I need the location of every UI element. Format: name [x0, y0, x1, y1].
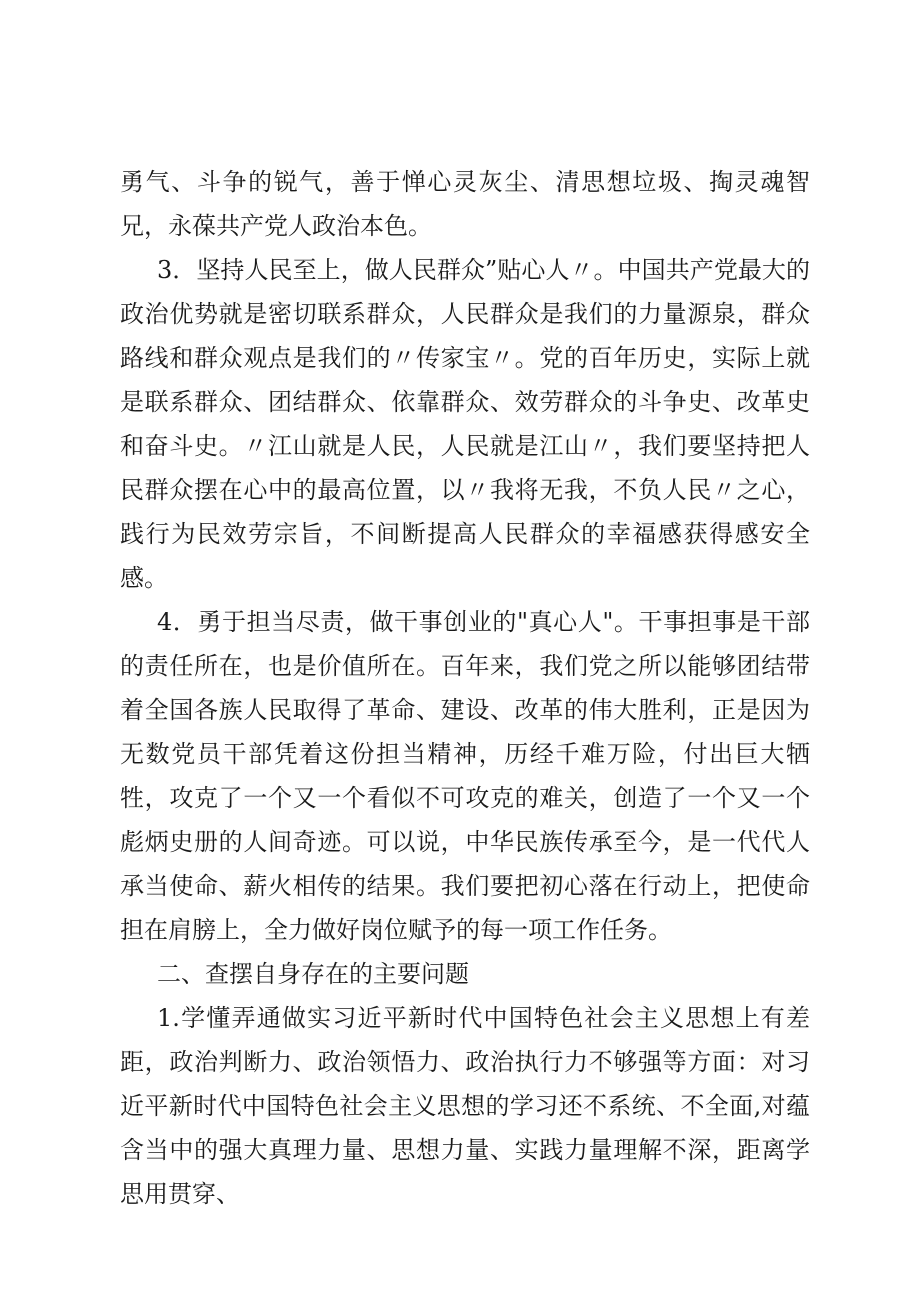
section-heading-problems: 二、查摆自身存在的主要问题 — [157, 960, 469, 988]
paragraph-problem-1: 1.学懂弄通做实习近平新时代中国特色社会主义思想上有差距，政治判断力、政治领悟力、政治执行力不够强等方面：对习近平新时代中国特色社会主义思想的学习还不系统、不全面,对蕴含当中的强大真理力量、思想力量、实践力量理解不深，距离学思用贯穿、 — [120, 1004, 810, 1208]
paragraph-continuation: 勇气、斗争的锐气，善于惮心灵灰尘、清思想垃圾、掏灵魂智兄，永葆共产党人政治本色。 — [120, 168, 810, 240]
paragraph-point-4: 4．勇于担当尽责，做干事创业的"真心人"。干事担事是干部的责任所在，也是价值所在。百年来，我们党之所以能够团结带着全国各族人民取得了革命、建设、改革的伟大胜利，正是因为无数党员干部凭着这份担当精神，历经千难万险，付出巨大牺牲，攻克了一个又一个看似不可攻克的难关，创造了一个又一个彪炳史册的人间奇迹。可以说，中华民族传承至今，是一代代人承当使命、薪火相传的结果。我们要把初心落在行动上，把使命担在肩膀上，全力做好岗位赋予的每一项工作任务。 — [120, 608, 810, 944]
document-body — [120, 160, 810, 1216]
paragraph-point-3: 3．坚持人民至上，做人民群众”贴心人〃。中国共产党最大的政治优势就是密切联系群众，人民群众是我们的力量源泉，群众路线和群众观点是我们的〃传家宝〃。党的百年历史，实际上就是联系群众、团结群众、依靠群众、效劳群众的斗争史、改革史和奋斗史。〃江山就是人民，人民就是江山〃，我们要坚持把人民群众摆在心中的最高位置，以〃我将无我，不负人民〃之心，践行为民效劳宗旨，不间断提高人民群众的幸福感获得感安全感。 — [120, 256, 810, 592]
